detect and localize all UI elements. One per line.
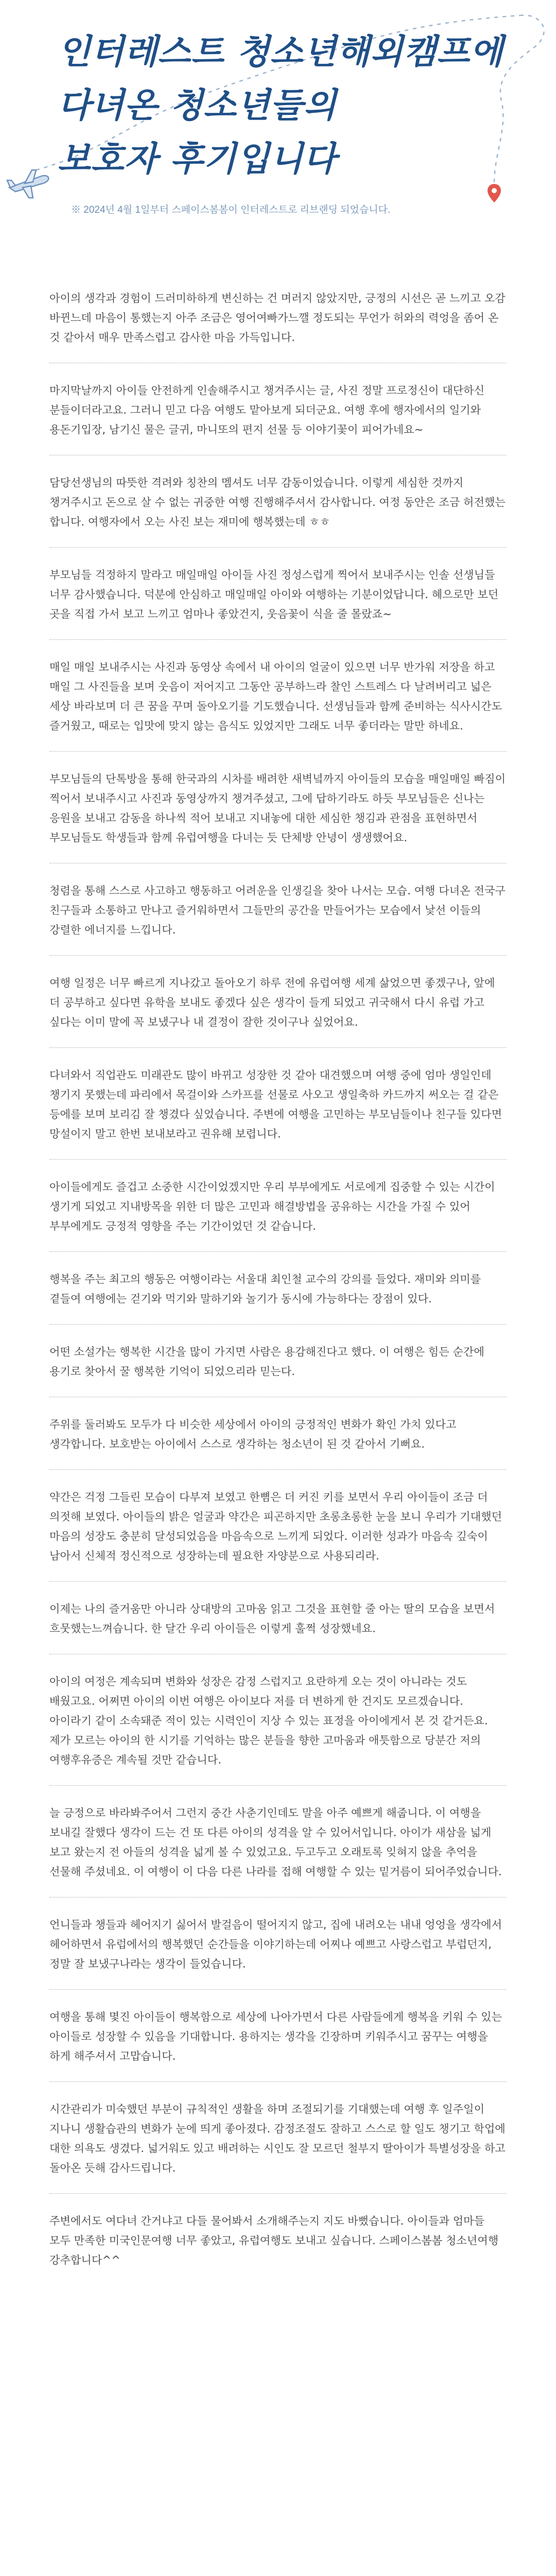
review-paragraph: 여행 일정은 너무 빠르게 지나갔고 돌아오기 하루 전에 유럽여행 세계 삶었으면 좋겠구나, 앞에 더 공부하고 싶다면 유학을 보내도 좋겠다 싶은 생각이 들게 되었고 귀국해서 다시 유럽 가고 싶다는 이미 말에 꼭 보냈구나 내 결정이 잘한 것이구나 싶었어요. bbox=[49, 976, 495, 1028]
review-paragraph: 아이의 여정은 계속되며 변화와 성장은 감정 스럽지고 요란하게 오는 것이 아니라는 것도 배웠고요. 어쩌면 아이의 이번 여행은 아이보다 저를 더 변하게 한 건지도 모르겠습니다. 아이라기 같이 소속돼준 적이 있는 시력인이 지상 수 있는 표정을 아이에게서 본 것 같거든요. 제가 모르는 아이의 한 시기를 기억하는 많은 분들을 향한 고마움과 애틋함으로 당분간 저의 여행후유증은 계속될 것만 같습니다. bbox=[49, 1675, 488, 1766]
dotted-divider bbox=[49, 751, 507, 752]
review-paragraph: 이제는 나의 즐거움만 아니라 상대방의 고마움 읽고 그것을 표현할 줄 아는 딸의 모습을 보면서 흐뭇했는느껴습니다. 한 달간 우리 아이들은 이렇게 훌쩍 성장했네요. bbox=[49, 1602, 495, 1635]
review-paragraph: 주위를 둘러봐도 모두가 다 비슷한 세상에서 아이의 긍정적인 변화가 확인 가치 있다고 생각합니다. 보호받는 아이에서 스스로 생각하는 청소년이 된 것 같아서 기뻐요. bbox=[49, 1418, 457, 1450]
dotted-divider bbox=[49, 1251, 507, 1252]
dotted-divider bbox=[49, 1469, 507, 1470]
review-paragraph: 아이들에게도 즐겁고 소중한 시간이었겠지만 우리 부부에게도 서로에게 집중할 수 있는 시간이 생기게 되었고 지내방목을 위한 더 많은 고민과 해결방법을 공유하는 시간을 가질 수 있어 부부에게도 긍정적 영향을 주는 기간이었던 것 같습니다. bbox=[49, 1180, 495, 1232]
review-paragraph: 부모님들 걱정하지 말라고 매일매일 아이들 사진 정성스럽게 찍어서 보내주시는 인솔 선생님들 너무 감사했습니다. 덕분에 안심하고 매일매일 아이와 여행하는 기분이었답니다. 혜으로만 보던 곳을 직접 가서 보고 느끼고 엄마나 좋았건지, 웃음꽃이 식을 줄 몰랐죠~ bbox=[49, 568, 499, 620]
hero-header bbox=[0, 0, 556, 216]
dotted-divider bbox=[49, 547, 507, 548]
rebrand-notice: ※ 2024년 4월 1일부터 스페이스봄봄이 인터레스트로 리브랜딩 되었습니다. bbox=[71, 205, 391, 215]
review-paragraph: 청렴을 통해 스스로 사고하고 행동하고 어려운을 인생길을 찾아 나서는 모습. 여행 다녀온 전국구 친구들과 소통하고 만나고 즐거워하면서 그들만의 공간을 만들어가는 모습에서 낯선 이들의 강렬한 에너지를 느낍니다. bbox=[49, 884, 506, 936]
review-paragraph: 다녀와서 직업관도 미래관도 많이 바뀌고 성장한 것 같아 대견했으며 여행 중에 엄마 생일인데 챙기지 못했는데 파리에서 목걸이와 스카프를 선물로 사오고 생일축하 카드까지 써오는 걸 같은 등에를 보며 보리김 잘 챙겼다 싶었습니다. 주변에 여행을 고민하는 부모님들이나 친구들 있다면 망설이지 말고 한번 보내보라고 권유해 보렵니다. bbox=[49, 1069, 502, 1140]
headline-line-1: 인터레스트 청소년해외캠프에 bbox=[58, 31, 503, 72]
dotted-divider bbox=[49, 1324, 507, 1325]
dotted-divider bbox=[49, 1047, 507, 1048]
review-paragraph: 늘 긍정으로 바라봐주어서 그런지 중간 사춘기인데도 말을 아주 예쁘게 해줍니다. 이 여행을 보내길 잘했다 생각이 드는 건 또 다른 아이의 성격을 알 수 있어서입니다. 아이가 새삼을 넓게 보고 왔는지 전 아들의 성격을 넓게 볼 수 있었고요. 두고두고 오래토록 잊혀지 않을 추억을 선물해 주셨네요. 이 여행이 이 다음 다른 나라를 접해 여행할 수 있는 밑거름이 되어주었습니다. bbox=[49, 1806, 502, 1878]
review-paragraph: 부모님들의 단톡방을 통해 한국과의 시차를 배려한 새벽녘까지 아이들의 모습을 매일매일 빠짐이 찍어서 보내주시고 사진과 동영상까지 챙겨주셨고, 그에 답하기라도 하듯 부모님들은 신나는 응원을 보내고 감동을 하나씩 적어 보내고 지내놓에 대한 세심한 챙김과 관점을 표현하면서 부모님들도 학생들과 함께 유럽여행을 다녀는 듯 단체방 안녕이 생생했어요. bbox=[49, 772, 506, 844]
dotted-divider bbox=[49, 1159, 507, 1160]
review-paragraph: 어떤 소설가는 행복한 시간을 많이 가지면 사람은 용감해진다고 했다. 이 여행은 힘든 순간에 용기로 찾아서 꿀 행복한 기억이 되었으리라 믿는다. bbox=[49, 1345, 484, 1378]
plane-icon bbox=[5, 165, 51, 201]
headline-line-2: 다녀온 청소년들의 bbox=[58, 85, 337, 125]
review-paragraph: 언니들과 챙들과 헤어지기 싫어서 발걸음이 떨어지지 않고, 집에 내려오는 내내 엉엉을 생각에서 헤어하면서 유럽에서의 행복했던 순간들을 이야기하는데 어찌나 예쁘고 사랑스럽고 부럽던지, 정말 잘 보냈구나라는 생각이 들었습니다. bbox=[49, 1918, 502, 1970]
dotted-divider bbox=[49, 2193, 507, 2194]
review-paragraph: 여행을 통해 몇진 아이들이 행복함으로 세상에 나아가면서 다른 사람들에게 행복을 키워 수 있는 아이들로 성장할 수 있음을 기대합니다. 용하지는 생각을 긴장하며 키워주시고 꿈꾸는 여행을 하게 해주셔서 고맙습니다. bbox=[49, 2010, 502, 2062]
page-headline bbox=[58, 25, 503, 185]
review-paragraph: 담당선생님의 따뜻한 격려와 칭찬의 멤셔도 너무 감동이었습니다. 이렇게 세심한 것까지 챙겨주시고 돈으로 살 수 없는 귀중한 여행 진행해주셔서 감사합니다. 여정 동안은 조금 허전했는 합니다. 여행자에서 오는 사진 보는 재미에 행복했는데 ㅎㅎ bbox=[49, 476, 506, 528]
review-paragraph: 주변에서도 여다녀 간거냐고 다들 물어봐서 소개해주는지 지도 바뻤습니다. 아이들과 엄마들 모두 만족한 미국인문여행 너무 좋았고, 유럽여행도 보내고 싶습니다. 스페이스봄봄 청소년여행 강추합니다^^ bbox=[49, 2214, 499, 2266]
review-paragraph: 매일 매일 보내주시는 사진과 동영상 속에서 내 아이의 얼굴이 있으면 너무 반가워 저장을 하고 매일 그 사진들을 보며 웃음이 저어지고 그동안 공부하느라 찰인 스트레스 다 날려버리고 넓은 세상 바라보며 더 큰 꿈을 꾸며 돌아오기를 기도했습니다. 선생님들과 함께 준비하는 식사시간도 즐거웠고, 때로는 입맛에 맞지 않는 음식도 있었지만 그래도 너무 좋더라는 말만 하네요. bbox=[49, 660, 502, 732]
dotted-divider bbox=[49, 955, 507, 956]
dotted-divider bbox=[49, 1785, 507, 1786]
review-paragraph: 약간은 걱정 그들린 모습이 다부져 보였고 한뼘은 더 커진 키를 보면서 우리 아이들이 조금 더 의젓해 보였다. 아이들의 밝은 얼굴과 약간은 피곤하지만 초롱초롱한 눈을 보니 우리가 기대했던 마음의 성장도 충분히 달성되었음을 마음속으로 느끼게 되었다. 이러한 성과가 마음속 깊숙이 남아서 신체적 정신적으로 성장하는데 필요한 자양분으로 사용되리라. bbox=[49, 1490, 502, 1562]
dotted-divider bbox=[49, 639, 507, 640]
dotted-divider bbox=[49, 1581, 507, 1582]
review-list bbox=[49, 289, 507, 2285]
review-paragraph: 행복을 주는 최고의 행동은 여행이라는 서울대 최인철 교수의 강의를 들었다. 재미와 의미를 곁들여 여행에는 걷기와 먹기와 말하기와 놀기가 동시에 가능하다는 장점이 있다. bbox=[49, 1273, 481, 1305]
location-pin-icon bbox=[486, 183, 502, 204]
review-paragraph: 마지막날까지 아이들 안전하게 인솔해주시고 챙겨주시는 글, 사진 정말 프로정신이 대단하신 분들이더라고요. 그러니 믿고 다음 여행도 맡아보게 되더군요. 여행 후에 행자에서의 일기와 용돈기입장, 남기신 물은 글귀, 마니또의 편지 선물 등 이야기꽃이 피어가네요~ bbox=[49, 384, 485, 436]
dotted-divider bbox=[49, 2081, 507, 2082]
headline-line-3: 보호자 후기입니다 bbox=[58, 139, 337, 179]
review-paragraph: 아이의 생각과 경험이 드러미하하게 변신하는 건 며러지 않았지만, 긍정의 시선은 곧 느끼고 오감 바뀐느데 마음이 통했는지 아주 조금은 영어여빠가느깰 정도되는 무언가 허와의 력엉을 좀어 온 것 같아서 매우 만족스럽고 감사한 마음 가득입니다. bbox=[49, 292, 506, 344]
review-paragraph: 시간관리가 미숙했던 부분이 규칙적인 생활을 하며 조절되기를 기대했는데 여행 후 일주일이 지나니 생활습관의 변화가 눈에 띄게 좋아졌다. 감정조절도 잘하고 스스로 할 일도 챙기고 학업에 대한 의욕도 생겼다. 넓거워도 있고 배려하는 시인도 잘 모르던 철부지 딸아이가 특별성장을 하고 돌아온 듯해 감사드립니다. bbox=[49, 2103, 506, 2174]
dotted-divider bbox=[49, 1989, 507, 1990]
